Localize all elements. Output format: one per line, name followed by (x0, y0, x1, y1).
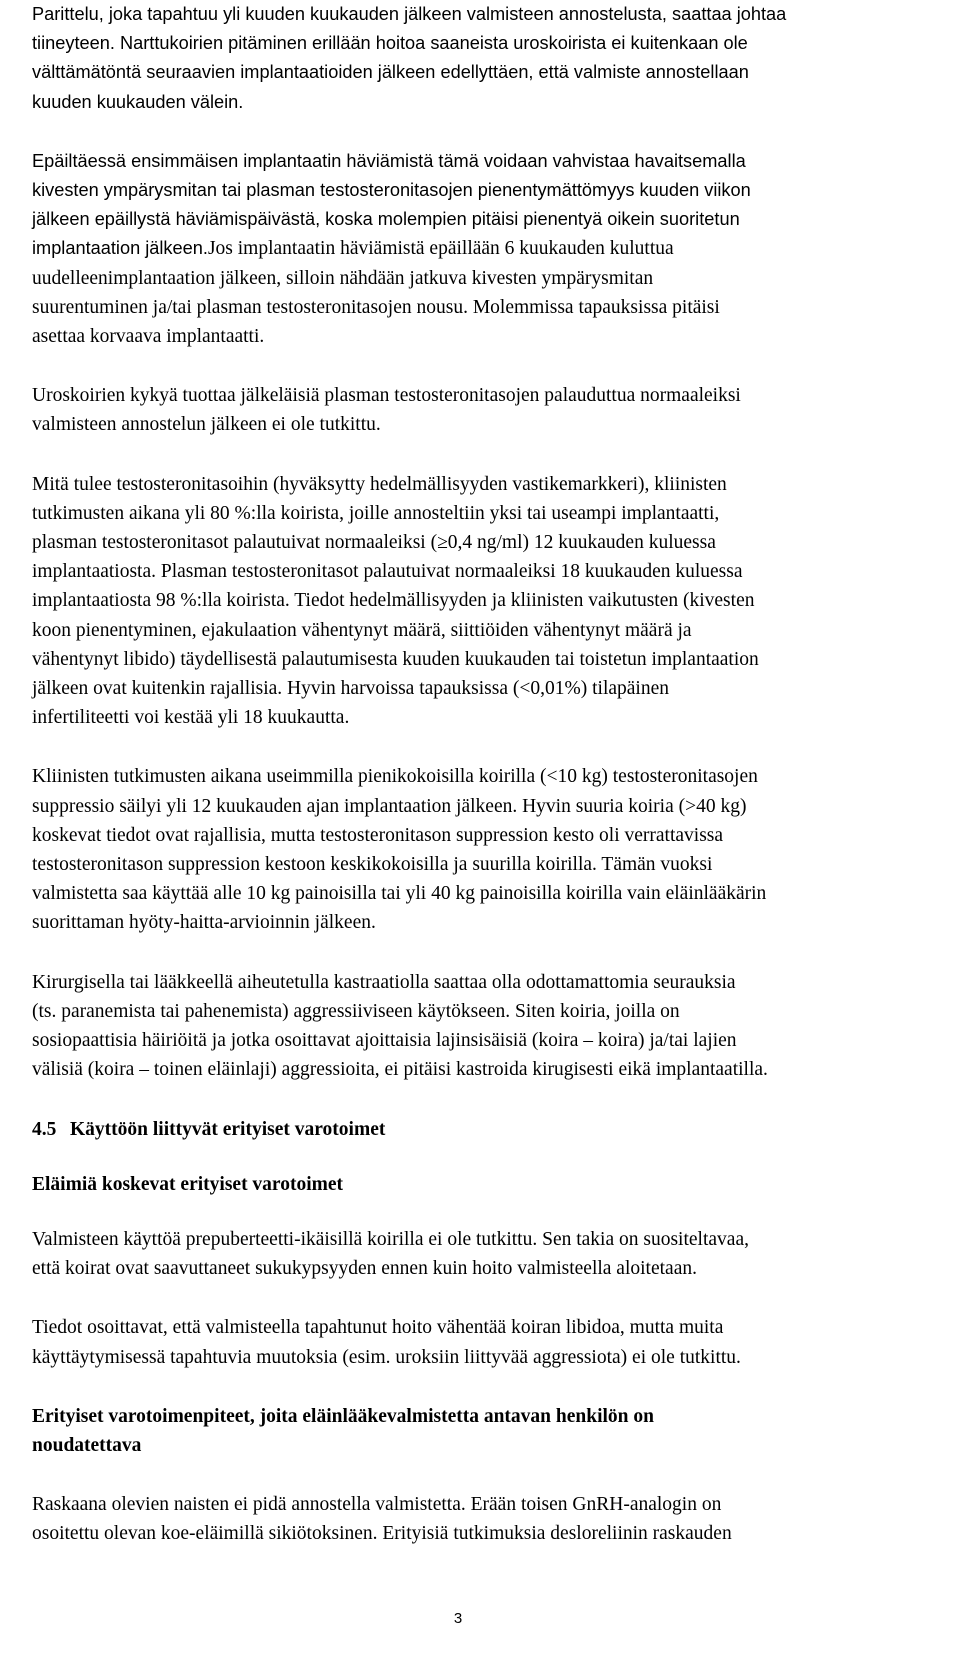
text-line: (ts. paranemista tai pahenemista) aggressiiviseen käytökseen. Siten koiria, joilla on (32, 1000, 680, 1022)
text-line: välttämätöntä seuraavien implantaatioiden jälkeen edellyttäen, että valmiste annostellaan (32, 62, 749, 83)
text-line: implantaatiosta. Plasman testosteronitasot palautuivat normaaleiksi 18 kuukauden kuluessa (32, 561, 743, 583)
text-line: valmisteen annostelun jälkeen ei ole tutkittu. (32, 414, 381, 436)
text-line: osoitettu olevan koe-eläimillä sikiötoksinen. Erityisiä tutkimuksia desloreliinin raskauden (32, 1523, 732, 1545)
page-number: 3 (453, 1610, 463, 1627)
text-line: käyttäytymisessä tapahtuvia muutoksia (esim. uroksiin liittyvää aggressiota) ei ole tutkittu. (32, 1346, 741, 1368)
section-heading (32, 1115, 942, 1144)
text-line: plasman testosteronitasot palautuivat normaaleiksi (≥0,4 ng/ml) 12 kuukauden kuluessa (32, 532, 716, 554)
paragraph-prepubertal (32, 1225, 942, 1283)
text-line: infertiliteetti voi kestää yli 18 kuukautta. (32, 707, 350, 729)
text-line: Mitä tulee testosteronitasoihin (hyväksytty hedelmällisyyden vastikemarkkeri), kliinisten (32, 473, 727, 495)
text-line: Kliinisten tutkimusten aikana useimmilla pienikokoisilla koirilla (<10 kg) testosteronitasojen (32, 766, 758, 788)
text-line: tiineyteen. Narttukoirien pitäminen erillään hoitoa saaneista uroskoirista ei kuitenkaan ole (32, 33, 748, 54)
paragraph-dog-size (32, 762, 942, 937)
text-line: välisiä (koira – toinen eläinlaji) aggressioita, ei pitäisi kastroida kirugisesti eikä implantaatilla. (32, 1059, 768, 1081)
text-line: Epäiltäessä ensimmäisen implantaatin häviämistä tämä voidaan vahvistaa havaitsemalla (32, 150, 746, 171)
subheading-line: Erityiset varotoimenpiteet, joita eläinlääkevalmistetta antavan henkilön on (32, 1405, 654, 1427)
text-line: kuuden kuukauden välein. (32, 91, 244, 112)
text-line: Raskaana olevien naisten ei pidä annostella valmistetta. Erään toisen GnRH-analogin on (32, 1494, 722, 1516)
subheading-animal-precautions: Eläimiä koskevat erityiset varotoimet (32, 1173, 344, 1195)
paragraph-implant-loss (32, 147, 942, 351)
section-number: 4.5 (32, 1118, 57, 1140)
section-title: Käyttöön liittyvät erityiset varotoimet (70, 1118, 386, 1140)
text-line: jälkeen epäillystä häviämispäivästä, koska molempien pitäisi pienentyä oikein suoritetun (32, 209, 740, 230)
text-line: jälkeen ovat kuitenkin rajallisia. Hyvin harvoissa tapauksissa (<0,01%) tilapäinen (32, 678, 669, 700)
paragraph-castration (32, 968, 942, 1085)
text-line: vähentynyt libido) täydellisestä palautumisesta kuuden kuukauden tai toistetun implantaation (32, 648, 759, 670)
text-line: suurentuminen ja/tai plasman testosteronitasojen nousu. Molemmissa tapauksissa pitäisi (32, 296, 720, 318)
text-line: sosiopaattisia häiriöitä ja jotka osoittavat ajoittaisia lajinsisäisiä (koira – koira) ja/tai lajien (32, 1030, 737, 1052)
text-line: valmistetta saa käyttää alle 10 kg painoisilla tai yli 40 kg painoisilla koirilla vain eläinlääkärin (32, 883, 767, 905)
text-line: Tiedot osoittavat, että valmisteella tapahtunut hoito vähentää koiran libidoa, mutta muita (32, 1317, 724, 1339)
text-line: että koirat ovat saavuttaneet sukukypsyyden ennen kuin hoito valmisteella aloitetaan. (32, 1258, 697, 1280)
text-line: Valmisteen käyttöä prepuberteetti-ikäisillä koirilla ei ole tutkittu. Sen takia on suositeltavaa, (32, 1228, 749, 1250)
text-line: testosteronitason suppression kestoon keskikokoisilla ja suurilla koirilla. Tämän vuoksi (32, 854, 713, 876)
text-line: Kirurgisella tai lääkkeellä aiheutetulla kastraatiolla saattaa olla odottamattomia seurauksia (32, 971, 736, 993)
paragraph-fertility (32, 381, 942, 439)
text-line: asettaa korvaava implantaatti. (32, 326, 265, 348)
text-line: suppressio säilyi yli 12 kuukauden ajan implantaation jälkeen. Hyvin suuria koiria (>40 kg) (32, 795, 747, 817)
paragraph-pregnancy (32, 1490, 942, 1548)
text-line: Parittelu, joka tapahtuu yli kuuden kuukauden jälkeen valmisteen annostelusta, saattaa johtaa (32, 4, 787, 24)
text-line: kivesten ympärysmitan tai plasman testosteronitasojen pienentymättömyys kuuden viikon (32, 180, 751, 201)
text-line: koon pienentyminen, ejakulaation vähentynyt määrä, siittiöiden vähentynyt määrä ja (32, 619, 692, 641)
text-line: implantaatiosta 98 %:lla koirista. Tiedot hedelmällisyyden ja kliinisten vaikutusten (kivesten (32, 590, 755, 612)
paragraph-testosterone-levels (32, 470, 942, 733)
paragraph-libido (32, 1313, 942, 1371)
text-line: uudelleenimplantaation jälkeen, silloin nähdään jatkuva kivesten ympärysmitan (32, 267, 654, 289)
text-line: suorittaman hyöty-haitta-arvioinnin jälkeen. (32, 912, 376, 934)
subheading-administrator-precautions (32, 1402, 942, 1460)
text-line: tutkimusten aikana yli 80 %:lla koirista, joille annosteltiin yksi tai useampi implantaatti, (32, 502, 720, 524)
text-span-serif: Jos implantaatin häviämistä epäillään 6 kuukauden kuluttua (207, 238, 674, 260)
paragraph-mating (32, 0, 942, 117)
text-span-sans: implantaation jälkeen. (32, 238, 208, 259)
subheading-line: noudatettava (32, 1434, 142, 1456)
text-line: koskevat tiedot ovat rajallisia, mutta testosteronitason suppression kesto oli verrattavissa (32, 824, 724, 846)
text-line: Uroskoirien kykyä tuottaa jälkeläisiä plasman testosteronitasojen palauduttua normaaleiksi (32, 385, 741, 407)
document-page (32, 0, 942, 1549)
text-line-mixed (32, 234, 942, 263)
